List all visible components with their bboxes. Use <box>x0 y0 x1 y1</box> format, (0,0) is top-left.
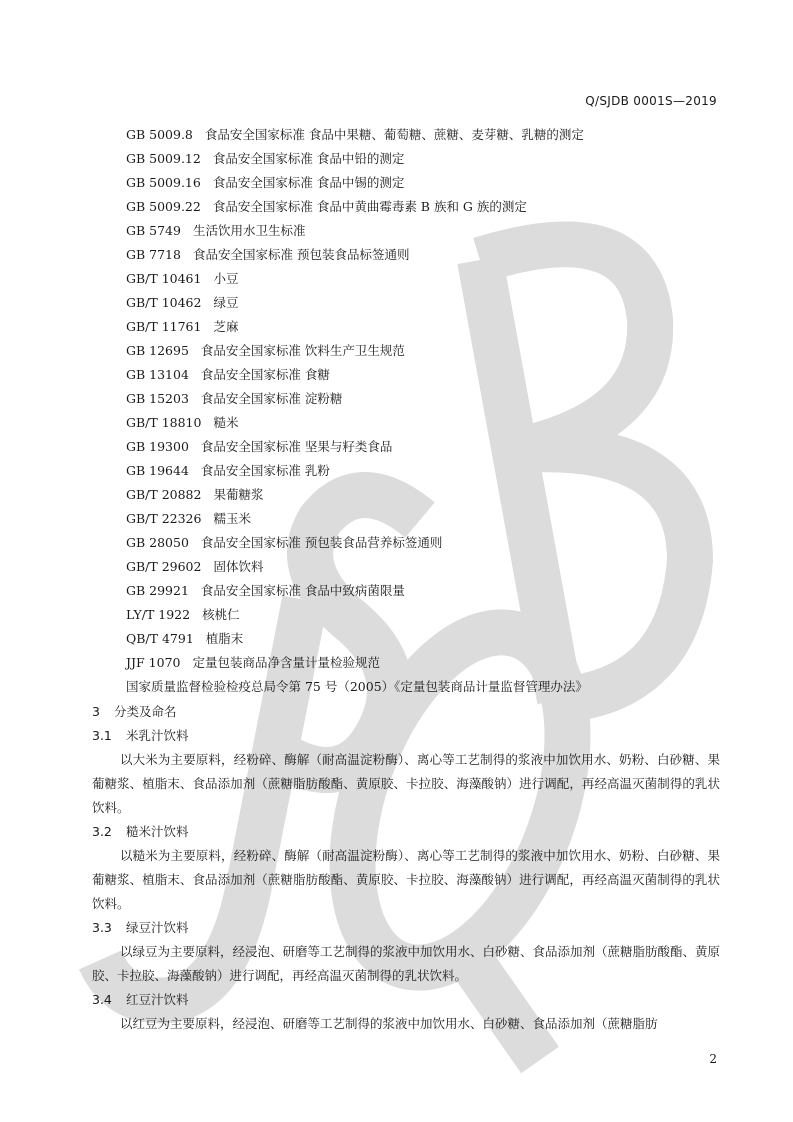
reference-code: JJF 1070 <box>126 655 181 670</box>
page-number: 2 <box>709 1052 717 1066</box>
reference-code: GB/T 10462 <box>126 295 202 310</box>
reference-item <box>126 655 380 671</box>
subsection-3-4-heading <box>92 992 189 1008</box>
reference-title: 食品安全国家标准 食糖 <box>200 367 330 382</box>
reference-note: 国家质量监督检验检疫总局令第 75 号（2005）《定量包装商品计量监督管理办法》 <box>126 679 588 694</box>
subsection-3-3-text: 以绿豆为主要原料，经浸泡、研磨等工艺制得的浆液中加饮用水、白砂糖、食品添加剂（蔗糖脂肪酸酯、黄原胶、卡拉胶、海藻酸钠）进行调配，再经高温灭菌制得的乳状饮料。 <box>92 944 721 983</box>
watermark-letter-b <box>480 244 690 700</box>
reference-code: GB/T 22326 <box>126 511 202 526</box>
reference-title: 芝麻 <box>213 319 239 334</box>
reference-item <box>126 487 263 503</box>
reference-title: 固体饮料 <box>213 559 264 574</box>
reference-code: GB 12695 <box>126 343 189 358</box>
reference-item <box>126 415 238 431</box>
reference-title: 食品安全国家标准 乳粉 <box>200 463 330 478</box>
section-title: 分类及命名 <box>114 704 177 719</box>
reference-title: 食品安全国家标准 食品中果糖、葡萄糖、蔗糖、麦芽糖、乳糖的测定 <box>204 127 584 142</box>
reference-code: GB 5009.12 <box>126 151 201 166</box>
reference-item <box>126 559 263 575</box>
reference-title: 食品安全国家标准 预包装食品标签通则 <box>192 247 410 262</box>
reference-title: 食品安全国家标准 食品中黄曲霉毒素 B 族和 G 族的测定 <box>212 199 527 214</box>
reference-title: 植脂末 <box>205 631 244 646</box>
subsection-3-3-heading <box>92 920 189 936</box>
reference-code: GB 13104 <box>126 367 189 382</box>
subsection-number: 3.4 <box>92 992 112 1007</box>
reference-item <box>126 295 238 311</box>
reference-code: GB 5749 <box>126 223 181 238</box>
subsection-3-2-heading <box>92 824 189 840</box>
reference-item <box>126 367 330 383</box>
reference-item <box>126 247 409 263</box>
reference-code: GB/T 11761 <box>126 319 202 334</box>
reference-item <box>126 535 442 551</box>
reference-code: GB 7718 <box>126 247 181 262</box>
reference-code: GB 15203 <box>126 391 189 406</box>
reference-code: QB/T 4791 <box>126 631 194 646</box>
reference-title: 核桃仁 <box>202 607 240 622</box>
subsection-number: 3.3 <box>92 920 112 935</box>
reference-title: 定量包装商品净含量计量检验规范 <box>192 655 380 670</box>
reference-item <box>126 223 305 239</box>
reference-code: GB/T 29602 <box>126 559 202 574</box>
reference-item <box>126 463 330 479</box>
reference-item <box>126 199 527 215</box>
reference-code: GB/T 10461 <box>126 271 202 286</box>
reference-title: 食品安全国家标准 饮料生产卫生规范 <box>200 343 405 358</box>
reference-item <box>126 127 584 143</box>
reference-code: GB 19644 <box>126 463 189 478</box>
reference-code: GB 28050 <box>126 535 189 550</box>
reference-item <box>126 271 238 287</box>
reference-title: 绿豆 <box>213 295 239 310</box>
subsection-3-1-heading <box>92 728 189 744</box>
reference-code: LY/T 1922 <box>126 607 191 622</box>
subsection-title: 绿豆汁饮料 <box>126 920 189 935</box>
subsection-3-2-text: 以糙米为主要原料，经粉碎、酶解（耐高温淀粉酶）、离心等工艺制得的浆液中加饮用水、奶粉、白砂糖、果葡糖浆、植脂末、食品添加剂（蔗糖脂肪酸酯、黄原胶、卡拉胶、海藻酸钠）进行调配，再经高温灭菌制得的乳状饮料。 <box>92 848 720 911</box>
reference-item <box>126 343 405 359</box>
document-code: Q/SJDB 0001S—2019 <box>585 94 717 108</box>
reference-title: 食品安全国家标准 预包装食品营养标签通则 <box>200 535 443 550</box>
subsection-3-4-text: 以红豆为主要原料，经浸泡、研磨等工艺制得的浆液中加饮用水、白砂糖、食品添加剂（蔗糖脂肪 <box>120 1016 658 1031</box>
subsection-number: 3.1 <box>92 728 112 743</box>
reference-title: 果葡糖浆 <box>213 487 264 502</box>
reference-item <box>126 439 392 455</box>
reference-code: GB 5009.22 <box>126 199 201 214</box>
reference-item <box>126 583 405 599</box>
subsection-title: 红豆汁饮料 <box>126 992 189 1007</box>
subsection-3-1-text: 以大米为主要原料，经粉碎、酶解（耐高温淀粉酶）、离心等工艺制得的浆液中加饮用水、奶粉、白砂糖、果葡糖浆、植脂末、食品添加剂（蔗糖脂肪酸酯、黄原胶、卡拉胶、海藻酸钠）进行调配，再经高温灭菌制得的乳状饮料。 <box>92 752 720 815</box>
reference-code: GB 29921 <box>126 583 189 598</box>
section-3-heading <box>92 704 177 720</box>
reference-title: 食品安全国家标准 坚果与籽类食品 <box>200 439 393 454</box>
reference-item <box>126 631 243 647</box>
reference-title: 糯玉米 <box>213 511 251 526</box>
reference-code: GB 19300 <box>126 439 189 454</box>
subsection-title: 糙米汁饮料 <box>126 824 189 839</box>
subsection-title: 米乳汁饮料 <box>126 728 189 743</box>
reference-title: 小豆 <box>213 271 239 286</box>
reference-code: GB/T 18810 <box>126 415 202 430</box>
reference-item <box>126 151 404 167</box>
reference-title: 食品安全国家标准 食品中锡的测定 <box>212 175 405 190</box>
reference-item <box>126 175 404 191</box>
reference-code: GB 5009.8 <box>126 127 193 142</box>
reference-title: 生活饮用水卫生标准 <box>192 223 306 238</box>
reference-code: GB/T 20882 <box>126 487 202 502</box>
reference-title: 食品安全国家标准 淀粉糖 <box>200 391 343 406</box>
reference-title: 食品安全国家标准 食品中铅的测定 <box>212 151 405 166</box>
section-number: 3 <box>92 704 100 719</box>
subsection-number: 3.2 <box>92 824 112 839</box>
reference-title: 食品安全国家标准 食品中致病菌限量 <box>200 583 405 598</box>
reference-item <box>126 391 342 407</box>
reference-title: 糙米 <box>213 415 239 430</box>
reference-code: GB 5009.16 <box>126 175 201 190</box>
reference-item <box>126 319 238 335</box>
reference-item <box>126 511 251 527</box>
reference-item <box>126 607 240 623</box>
